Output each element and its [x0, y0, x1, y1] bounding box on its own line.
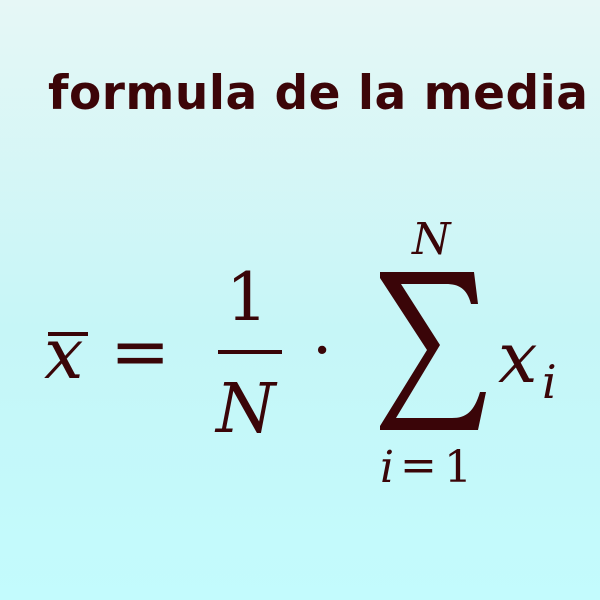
- sum-term-base: x: [498, 317, 538, 399]
- fraction-numerator: 1: [226, 259, 268, 336]
- sum-term-subscript: i: [542, 355, 557, 409]
- sum-index-var: i: [380, 442, 395, 493]
- equals-sign: =: [110, 309, 171, 393]
- fraction-denominator: N: [216, 370, 276, 449]
- sum-index-equals: =: [400, 440, 437, 491]
- mean-symbol: x: [44, 313, 84, 395]
- sum-index-start: 1: [444, 442, 472, 493]
- multiplication-dot: ·: [312, 314, 333, 388]
- page-title: formula de la media: [48, 66, 589, 121]
- sum-upper-limit: N: [412, 214, 451, 265]
- sigma-icon: [380, 272, 486, 430]
